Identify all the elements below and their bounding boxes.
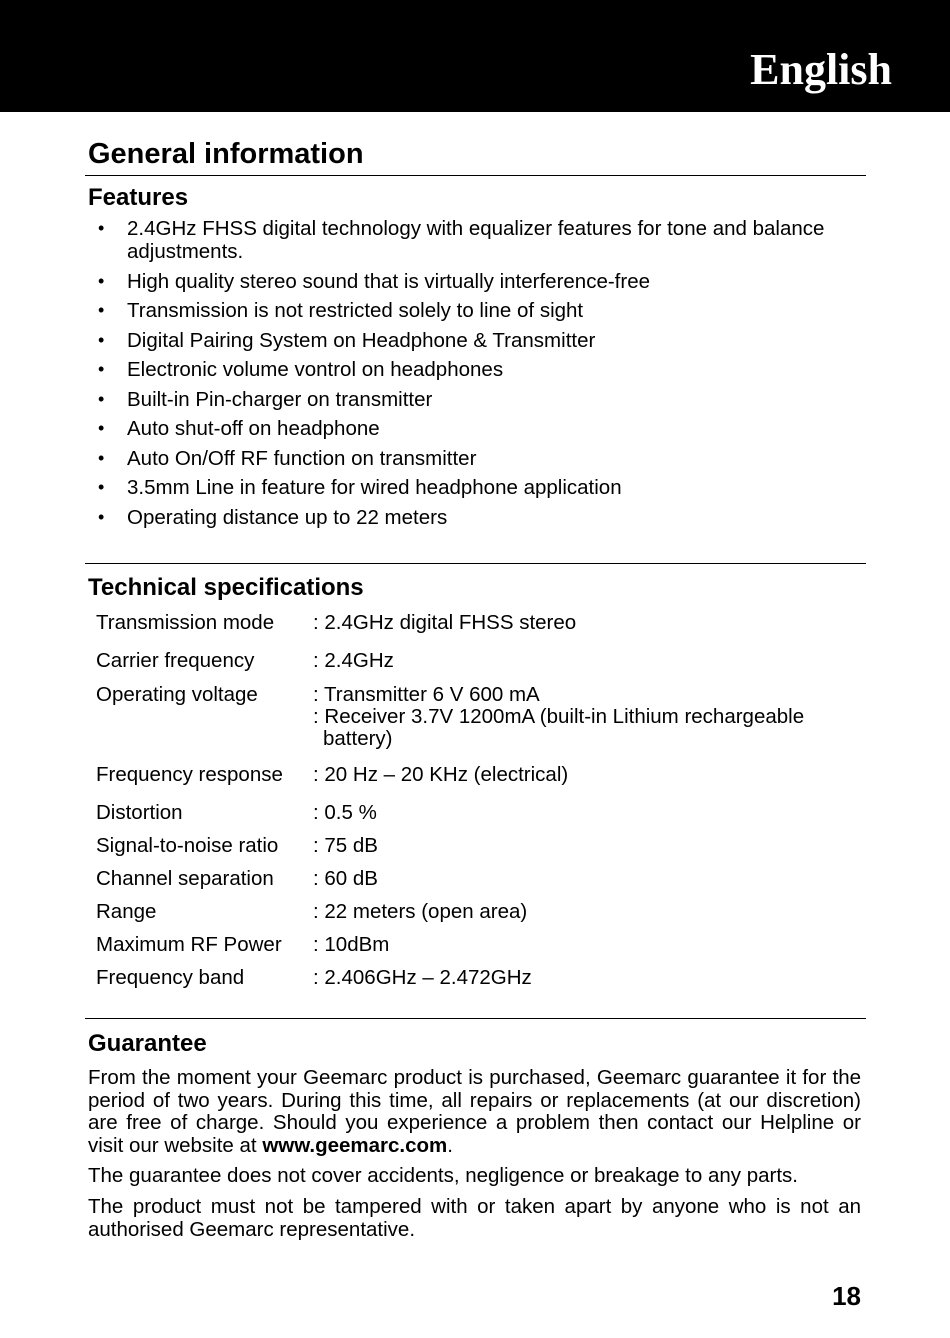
spec-value [313,835,866,857]
features-list [96,217,866,535]
spec-value-line: : 20 Hz – 20 KHz (electrical) [313,763,569,786]
spec-value [313,650,866,672]
feature-text: High quality stereo sound that is virtually interference-free [127,269,651,293]
spec-value [313,764,866,786]
feature-text: Operating distance up to 22 meters [127,505,448,529]
feature-item [96,217,866,263]
feature-item [96,299,866,322]
guarantee-tampering: The product must not be tampered with or taken apart by anyone who is not an authorised Geemarc representative. [88,1195,861,1241]
spec-row [96,901,866,923]
feature-text: Auto shut-off on headphone [127,417,380,440]
guarantee-text: From the moment your Geemarc product is purchased, Geemarc guarantee it for the period of two years. During this time, all repairs or replacements (at our discretion) are free of charge. Should you experience a problem then contact our Helpline or visit our website at [88,1066,861,1157]
spec-label: Range [96,900,157,923]
spec-row [96,835,866,857]
spec-label: Channel separation [96,867,274,890]
bullet-icon: • [98,388,105,409]
spec-label: Distortion [96,801,183,824]
bullet-icon: • [98,477,105,497]
feature-item [96,388,866,411]
spec-row [96,764,866,786]
specs-heading: Technical specifications [88,574,364,601]
feature-text: Digital Pairing System on Headphone & Transmitter [127,328,596,352]
spec-label: Signal-to-noise ratio [96,834,279,857]
spec-value-line: : Receiver 3.7V 1200mA (built-in Lithium rechargeable [313,705,805,728]
spec-value [313,684,866,750]
guarantee-heading: Guarantee [88,1030,207,1057]
divider [85,1018,866,1019]
guarantee-period: . [447,1133,453,1157]
bullet-icon: • [98,270,105,291]
bullet-icon: • [98,300,105,320]
spec-row [96,612,866,634]
spec-row [96,868,866,890]
guarantee-paragraph [88,1067,861,1157]
spec-label: Transmission mode [96,611,275,634]
spec-value-line: : 2.4GHz digital FHSS stereo [313,611,577,634]
feature-text: 2.4GHz FHSS digital technology with equalizer features for tone and balance adjustments. [127,217,825,263]
spec-value [313,934,866,956]
feature-item [96,417,866,440]
feature-item [96,447,866,470]
feature-text: Built-in Pin-charger on transmitter [127,387,433,411]
spec-value [313,802,866,824]
spec-value-line: : 60 dB [313,867,378,890]
spec-value-line: : 10dBm [313,933,390,956]
bullet-icon: • [98,506,105,527]
specs-table [96,612,866,989]
website-link[interactable]: www.geemarc.com [262,1133,448,1157]
page-number: 18 [832,1281,861,1311]
feature-item [96,476,866,499]
spec-value [313,612,866,634]
spec-row [96,934,866,956]
divider [85,563,866,564]
spec-label: Frequency band [96,966,245,989]
bullet-icon: • [98,218,105,238]
spec-value-line: : Transmitter 6 V 600 mA [313,683,540,706]
spec-value [313,901,866,923]
feature-item [96,270,866,293]
guarantee-exclusions: The guarantee does not cover accidents, negligence or breakage to any parts. [88,1164,798,1187]
spec-value-line: : 22 meters (open area) [313,900,528,923]
feature-text: Auto On/Off RF function on transmitter [127,446,477,470]
bullet-icon: • [98,418,105,438]
feature-item [96,329,866,352]
spec-value-line: : 75 dB [313,834,378,857]
feature-item [96,358,866,381]
spec-label: Operating voltage [96,683,258,706]
feature-text: Transmission is not restricted solely to line of sight [127,299,584,322]
spec-label: Frequency response [96,763,283,786]
spec-label: Carrier frequency [96,649,255,672]
spec-value-line: : 2.406GHz – 2.472GHz [313,966,532,989]
language-title: English [750,45,892,94]
language-banner [0,0,950,112]
spec-value-line: : 2.4GHz [313,649,394,672]
spec-value-line: : 0.5 % [313,801,377,824]
spec-row [96,967,866,989]
bullet-icon: • [98,359,105,379]
spec-value [313,967,866,989]
feature-item [96,506,866,529]
section-title: General information [88,138,364,170]
bullet-icon: • [98,447,105,468]
feature-text: Electronic volume vontrol on headphones [127,358,504,381]
spec-label: Maximum RF Power [96,933,282,956]
bullet-icon: • [98,329,105,350]
divider [85,175,866,176]
features-heading: Features [88,184,189,211]
spec-row [96,684,866,750]
spec-value [313,868,866,890]
feature-text: 3.5mm Line in feature for wired headphone application [127,476,622,499]
spec-value-line: battery) [323,727,393,750]
spec-row [96,802,866,824]
spec-row [96,650,866,672]
